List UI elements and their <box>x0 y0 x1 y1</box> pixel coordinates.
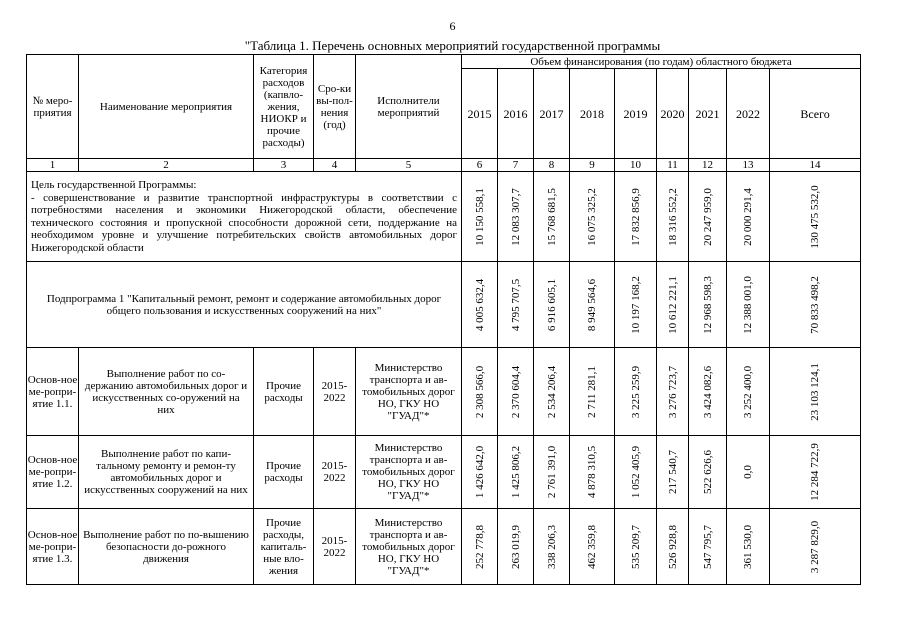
measure-name: Выполнение работ по по-вышению безопасности до-рожного движения <box>79 509 254 585</box>
measure-value: 263 019,9 <box>498 509 534 585</box>
header-measure-name: Наименование мероприятия <box>79 55 254 159</box>
goal-value: 17 832 856,9 <box>615 172 657 262</box>
col-number: 12 <box>689 159 727 172</box>
measure-row <box>27 509 861 585</box>
header-year: 2022 <box>727 69 770 159</box>
col-number: 11 <box>657 159 689 172</box>
subprogram-total: 70 833 498,2 <box>770 262 861 348</box>
subprogram-value: 12 968 598,3 <box>689 262 727 348</box>
column-numbers-row <box>27 159 861 172</box>
header-year: 2019 <box>615 69 657 159</box>
program-goal: Цель государственной Программы: - совершенствование и развитие транспортной инфраструктуры в соответствии с потребностями населения и экономики Нижегородской области, обеспечение технического состояния и пропускной способности дорожной сети, поддержание на необходимом уровне и улучшение потребительских свойств автомобильных дорог Нижегородской области <box>27 172 462 262</box>
measure-period: 2015-2022 <box>314 348 356 436</box>
measure-executor: Министерство транспорта и ав-томобильных дорог НО, ГКУ НО "ГУАД"* <box>356 348 462 436</box>
goal-value: 15 768 681,5 <box>534 172 570 262</box>
col-number: 2 <box>79 159 254 172</box>
goal-value: 12 083 307,7 <box>498 172 534 262</box>
subprogram-row <box>27 262 861 348</box>
measure-number: Основ-ное ме-ропри-ятие 1.2. <box>27 436 79 509</box>
measure-value: 4 878 310,5 <box>570 436 615 509</box>
measure-value: 526 928,8 <box>657 509 689 585</box>
measure-value: 2 711 281,1 <box>570 348 615 436</box>
goal-value: 10 150 558,1 <box>462 172 498 262</box>
measure-value: 3 225 259,9 <box>615 348 657 436</box>
measure-category: Прочие расходы <box>254 348 314 436</box>
subprogram-value: 8 949 564,6 <box>570 262 615 348</box>
col-number: 13 <box>727 159 770 172</box>
measure-name: Выполнение работ по капи-тальному ремонту и ремон-ту автомобильных дорог и искусственных сооружений на них <box>79 436 254 509</box>
measure-value: 2 534 206,4 <box>534 348 570 436</box>
measure-value: 361 530,0 <box>727 509 770 585</box>
measure-number: Основ-ное ме-ропри-ятие 1.1. <box>27 348 79 436</box>
measure-value: 3 424 082,6 <box>689 348 727 436</box>
col-number: 10 <box>615 159 657 172</box>
header-funding: Объем финансирования (по годам) областного бюджета <box>462 55 861 69</box>
header-expense-category: Категория расходов (капвло-жения, НИОКР и прочие расходы) <box>254 55 314 159</box>
measure-executor: Министерство транспорта и ав-томобильных дорог НО, ГКУ НО "ГУАД"* <box>356 509 462 585</box>
subprogram-value: 6 916 605,1 <box>534 262 570 348</box>
measure-row <box>27 348 861 436</box>
header-total: Всего <box>770 69 861 159</box>
measure-period: 2015-2022 <box>314 509 356 585</box>
measure-category: Прочие расходы, капиталь-ные вло-жения <box>254 509 314 585</box>
measure-value: 1 052 405,9 <box>615 436 657 509</box>
measure-category: Прочие расходы <box>254 436 314 509</box>
col-number: 7 <box>498 159 534 172</box>
subprogram-value: 12 388 001,0 <box>727 262 770 348</box>
measure-value: 2 308 566,0 <box>462 348 498 436</box>
measure-executor: Министерство транспорта и ав-томобильных дорог НО, ГКУ НО "ГУАД"* <box>356 436 462 509</box>
measure-period: 2015-2022 <box>314 436 356 509</box>
measure-value: 2 370 604,4 <box>498 348 534 436</box>
measure-value: 522 626,6 <box>689 436 727 509</box>
measure-value: 2 761 391,0 <box>534 436 570 509</box>
measure-value: 547 795,7 <box>689 509 727 585</box>
measure-value: 217 540,7 <box>657 436 689 509</box>
goal-row <box>27 172 861 262</box>
goal-value: 20 000 291,4 <box>727 172 770 262</box>
header-year: 2020 <box>657 69 689 159</box>
measure-row <box>27 436 861 509</box>
subprogram-value: 10 197 168,2 <box>615 262 657 348</box>
col-number: 3 <box>254 159 314 172</box>
measure-value: 462 359,8 <box>570 509 615 585</box>
measure-total: 12 284 722,9 <box>770 436 861 509</box>
goal-value: 18 316 552,2 <box>657 172 689 262</box>
col-number: 4 <box>314 159 356 172</box>
col-number: 14 <box>770 159 861 172</box>
header-year: 2015 <box>462 69 498 159</box>
header-year: 2021 <box>689 69 727 159</box>
goal-total: 130 475 532,0 <box>770 172 861 262</box>
measure-total: 23 103 124,1 <box>770 348 861 436</box>
measure-total: 3 287 829,0 <box>770 509 861 585</box>
header-year: 2018 <box>570 69 615 159</box>
measure-value: 3 276 723,7 <box>657 348 689 436</box>
col-number: 6 <box>462 159 498 172</box>
subprogram-value: 4 005 632,4 <box>462 262 498 348</box>
measure-number: Основ-ное ме-ропри-ятие 1.3. <box>27 509 79 585</box>
col-number: 8 <box>534 159 570 172</box>
measure-value: 3 252 400,0 <box>727 348 770 436</box>
header-measure-number: № меро-приятия <box>27 55 79 159</box>
table-title: "Таблица 1. Перечень основных мероприятий государственной программы <box>244 38 661 53</box>
measure-value: 1 425 806,2 <box>498 436 534 509</box>
subprogram-value: 10 612 221,1 <box>657 262 689 348</box>
measure-name: Выполнение работ по со-держанию автомобильных дорог и искусственных со-оружений на них <box>79 348 254 436</box>
col-number: 1 <box>27 159 79 172</box>
measure-value: 0,0 <box>727 436 770 509</box>
subprogram-value: 4 795 707,5 <box>498 262 534 348</box>
subprogram-title: Подпрограмма 1 "Капитальный ремонт, ремонт и содержание автомобильных дорог общего пользования и искусственных сооружений на них" <box>27 262 462 348</box>
goal-value: 16 075 325,2 <box>570 172 615 262</box>
header-year: 2017 <box>534 69 570 159</box>
measure-value: 535 209,7 <box>615 509 657 585</box>
program-measures-table <box>26 54 861 585</box>
measure-value: 1 426 642,0 <box>462 436 498 509</box>
header-executors: Исполнители мероприятий <box>356 55 462 159</box>
col-number: 9 <box>570 159 615 172</box>
measure-value: 338 206,3 <box>534 509 570 585</box>
goal-value: 20 247 959,0 <box>689 172 727 262</box>
header-year: 2016 <box>498 69 534 159</box>
measure-value: 252 778,8 <box>462 509 498 585</box>
page-number: 6 <box>449 19 456 33</box>
col-number: 5 <box>356 159 462 172</box>
header-period: Сро-ки вы-пол-нения (год) <box>314 55 356 159</box>
